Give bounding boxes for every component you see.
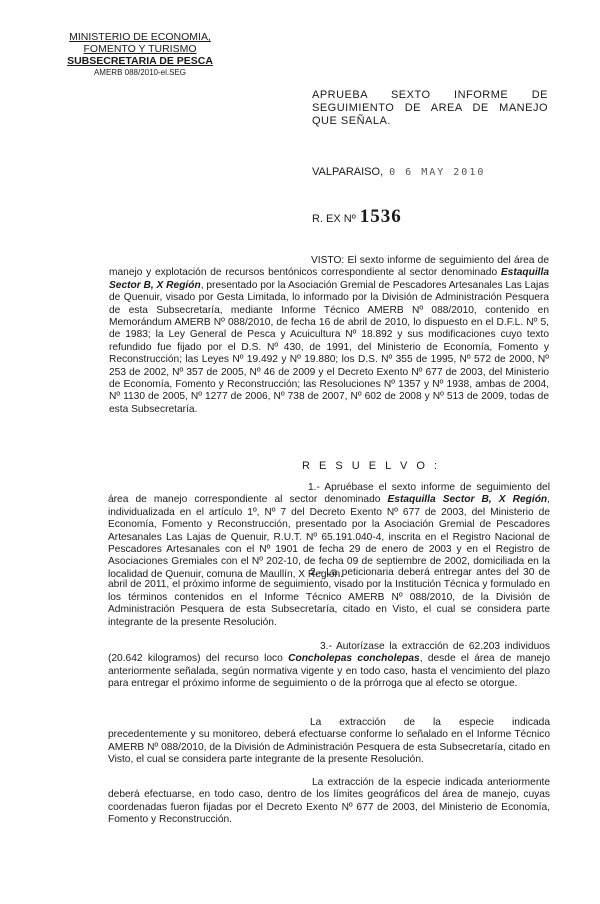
resolution-label: R. EX Nº bbox=[312, 213, 356, 225]
visto-text-b: , presentado por la Asociación Gremial de Pescadores Artesanales Las Lajas de Quenuir, visado por Gesta Limitada, lo informado por la División de Administración Pesquera de esta Subsecretaría, mediante Informe Técnico AMERB Nº 088/2010, contenido en Memorándum AMERB Nº 088/2010, de fecha 16 de abril de 2010, lo dispuesto en el D.F.L. Nº 5, de 1983; la Ley General de Pesca y Acuicultura Nº 18.892 y sus modificaciones cuyo texto refundido fue fijado por el D.S. Nº 430, de 1991, del Ministerio de Economía, Fomento y Reconstrucción; las Leyes Nº 19.492 y Nº 19.880; los D.S. Nº 355 de 1995, Nº 572 de 2000, Nº 253 de 2002, Nº 357 de 2005, Nº 46 de 2009 y el Decreto Exento Nº 677 de 2003, del Ministerio de Economía, Fomento y Reconstrucción; las Resoluciones Nº 1357 y Nº 1938, ambas de 2004, Nº 1130 de 2005, Nº 1277 de 2006, Nº 738 de 2007, Nº 602 de 2008 y Nº 513 de 2009, todas de esta Subsecretaría. bbox=[109, 279, 550, 415]
article-3-text-a: 3.- Autorízase la extracción de 62.203 individuos (20.642 kilogramos) del recurso loco bbox=[108, 641, 550, 665]
file-reference: AMERB 088/2010-el.SEG bbox=[93, 68, 187, 77]
letterhead bbox=[55, 31, 225, 78]
resolution-number-line bbox=[312, 206, 402, 228]
article-2: 2.- La peticionaria deberá entregar antes del 30 de abril de 2011, el próximo informe de seguimiento, visado por la Institución Técnica y formulado en los términos contenidos en el Informe Técnico AMERB Nº 088/2010, de la División de Administración Pesquera de esta Subsecretaría, citado en Visto, el cual se considera parte integrante de la presente Resolución. bbox=[108, 567, 550, 628]
resuelvo-heading: R E S U E L V O : bbox=[302, 460, 441, 472]
article-1-text-a: 1.- Apruébase el sexto informe de seguimiento del área de manejo correspondiente al sector denominado bbox=[108, 482, 550, 506]
resolution-number: 1536 bbox=[359, 206, 402, 227]
ministry-line: MINISTERIO DE ECONOMIA, bbox=[69, 31, 211, 43]
area-limits-paragraph: La extracción de la especie indicada anteriormente deberá efectuarse, en todo caso, dentro de los límites geográficos del área de manejo, cuyas coordenadas fueron fijadas por el Decreto Exento Nº 677 de 2003, del Ministerio de Economía, Fomento y Reconstrucción. bbox=[108, 777, 550, 826]
place: VALPARAISO, bbox=[312, 166, 384, 178]
article-3-species: Concholepas concholepas bbox=[288, 653, 420, 665]
date-stamp: 0 6 MAY 2010 bbox=[389, 167, 486, 178]
ministry-line-2: FOMENTO Y TURISMO bbox=[83, 43, 197, 55]
article-3 bbox=[108, 641, 550, 691]
article-1-sector-name: Estaquilla Sector B, X Región bbox=[387, 494, 548, 506]
document-subject: APRUEBA SEXTO INFORME DE SEGUIMIENTO DE AREA DE MANEJO QUE SEÑALA. bbox=[312, 89, 548, 127]
article-1-text-b: , individualizada en el artículo 1º, Nº 7 del Decreto Exento Nº 677 de 2003, del Ministerio de Economía, Fomento y Reconstrucción, presentado por la Asociación Gremial de Pescadores Artesanales Las Lajas de Quenuir, R.U.T. Nº 65.191.040-4, inscrita en el Registro Nacional de Pescadores Artesanales con el Nº 1901 de fecha 29 de enero de 2003 y en el Registro de Asociaciones Gremiales con el Nº 202-10, de fecha 09 de septiembre de 2002, domiciliada en la localidad de Quenuir, comuna de Maullín, X Región. bbox=[108, 494, 550, 580]
visto-sector-name: Estaquilla Sector B, X Región bbox=[109, 267, 549, 291]
place-date-line bbox=[312, 166, 485, 178]
extraction-paragraph: La extracción de la especie indicada precedentemente y su monitoreo, deberá efectuarse conforme lo señalado en el Informe Técnico AMERB Nº 088/2010, de la División de Administración Pesquera de esta Subsecretaría, citado en Visto, el cual se considera parte integrante de la presente Resolución. bbox=[108, 717, 550, 766]
visto-paragraph bbox=[109, 255, 549, 416]
visto-text-a: VISTO: El sexto informe de seguimiento del área de manejo y explotación de recursos bentónicos correspondiente al sector denominado bbox=[109, 255, 549, 279]
undersecretariat-line: SUBSECRETARIA DE PESCA bbox=[67, 55, 213, 67]
article-3-text-b: , desde el área de manejo anteriormente señalada, según normativa vigente y en todo caso, hasta el vencimiento del plazo para entregar el próximo informe de seguimiento o de la prórroga que al efecto se otorgue. bbox=[108, 653, 550, 690]
